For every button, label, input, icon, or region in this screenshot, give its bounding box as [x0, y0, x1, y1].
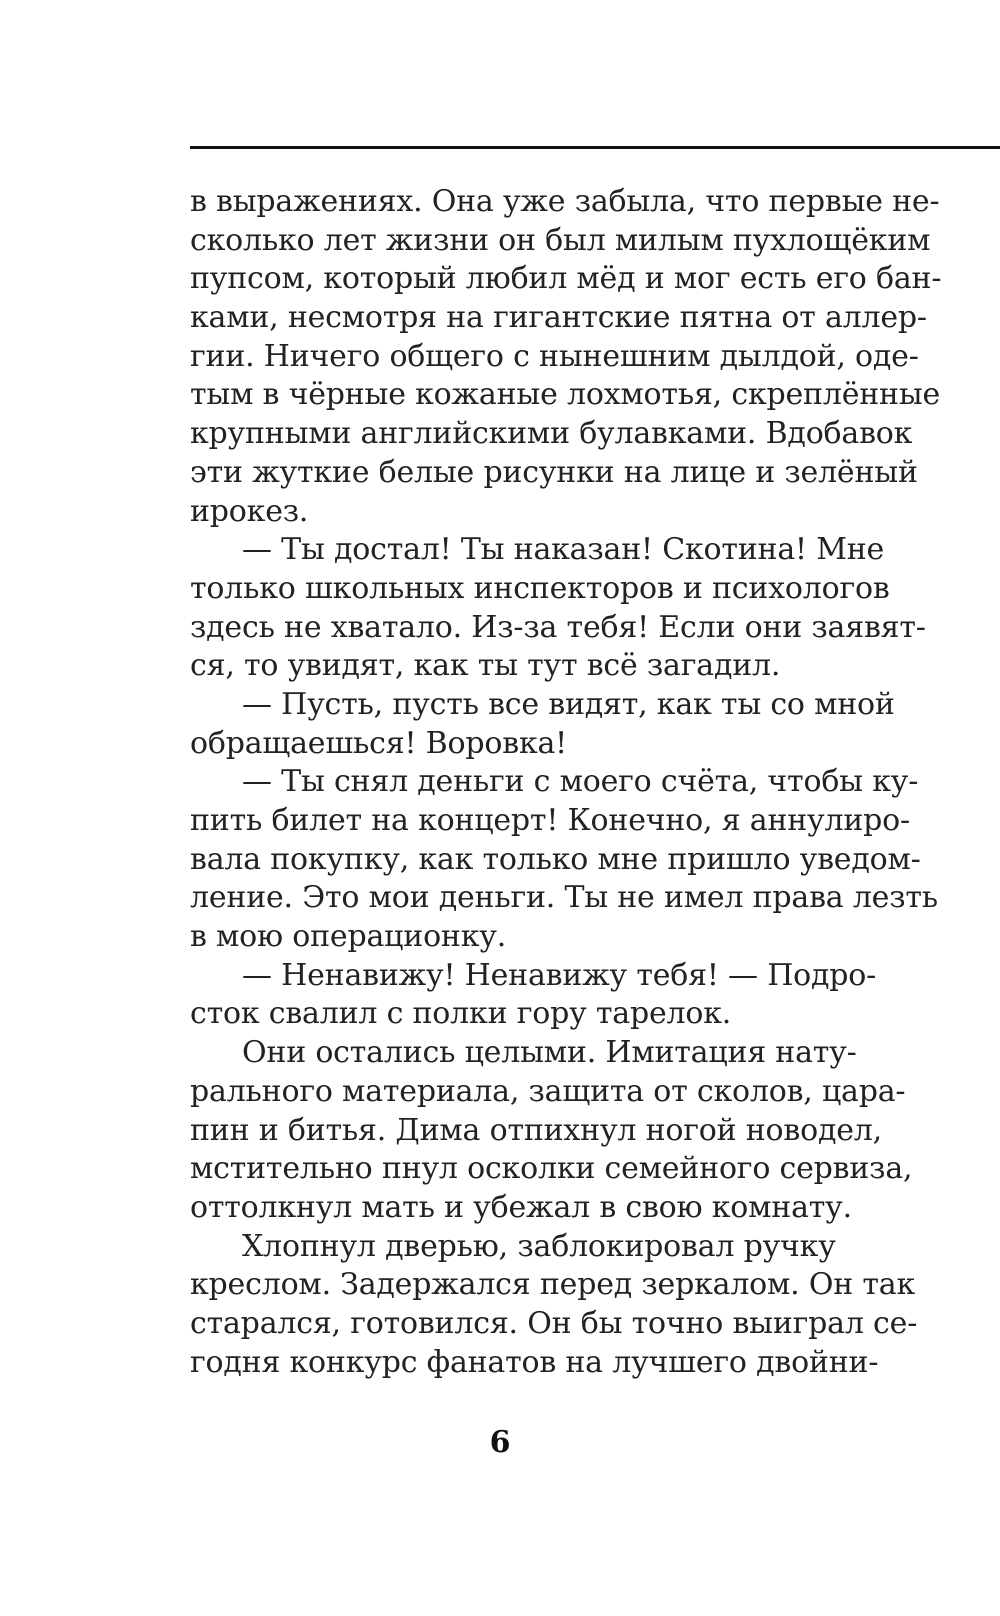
header-rule [190, 146, 1000, 149]
text-line: крупными английскими булавками. Вдобавок [190, 416, 913, 452]
text-line: ление. Это мои деньги. Ты не имел права лезть [190, 880, 938, 916]
text-line: эти жуткие белые рисунки на лице и зелёный [190, 454, 918, 490]
body-text [190, 183, 942, 1382]
text-line: здесь не хватало. Из-за тебя! Если они заявят- [190, 609, 926, 645]
text-line: обращаешься! Воровка! [190, 725, 568, 761]
text-line: ками, несмотря на гигантские пятна от аллер- [190, 300, 927, 336]
text-line: только школьных инспекторов и психологов [190, 570, 890, 606]
text-line: — Ты достал! Ты наказан! Скотина! Мне [242, 532, 885, 568]
text-line: годня конкурс фанатов на лучшего двойни- [190, 1344, 879, 1380]
text-line: сток свалил с полки гору тарелок. [190, 996, 732, 1032]
text-line: Они остались целыми. Имитация нату- [242, 1035, 857, 1071]
text-line: мстительно пнул осколки семейного сервиза, [190, 1151, 913, 1187]
text-line: рального материала, защита от сколов, цара- [190, 1073, 906, 1109]
text-line: креслом. Задержался перед зеркалом. Он так [190, 1267, 916, 1303]
text-line: в выражениях. Она уже забыла, что первые не- [190, 184, 940, 219]
text-line: — Ненавижу! Ненавижу тебя! — Подро- [242, 957, 877, 993]
text-line: пин и битья. Дима отпихнул ногой новодел, [190, 1112, 882, 1148]
text-line: старался, готовился. Он бы точно выиграл се- [190, 1305, 918, 1341]
text-line: ирокез. [190, 493, 309, 529]
text-line: — Ты снял деньги с моего счёта, чтобы ку- [242, 764, 919, 800]
text-line: пить билет на концерт! Конечно, я аннулиро- [190, 803, 910, 838]
page-number: 6 [489, 1425, 511, 1460]
text-line: вала покупку, как только мне пришло уведом- [190, 841, 921, 877]
text-line: в мою операционку. [190, 919, 507, 955]
text-line: — Пусть, пусть все видят, как ты со мной [242, 686, 895, 722]
text-line: оттолкнул мать и убежал в свою комнату. [190, 1189, 852, 1225]
text-line: тым в чёрные кожаные лохмотья, скреплённые [190, 377, 941, 413]
text-line: ся, то увидят, как ты тут всё загадил. [190, 648, 781, 684]
text-line: Хлопнул дверью, заблокировал ручку [242, 1228, 836, 1264]
text-line: гии. Ничего общего с нынешним дылдой, оде- [190, 338, 919, 374]
text-line: сколько лет жизни он был милым пухлощёким [190, 222, 931, 258]
text-line: пупсом, который любил мёд и мог есть его бан- [190, 261, 942, 297]
